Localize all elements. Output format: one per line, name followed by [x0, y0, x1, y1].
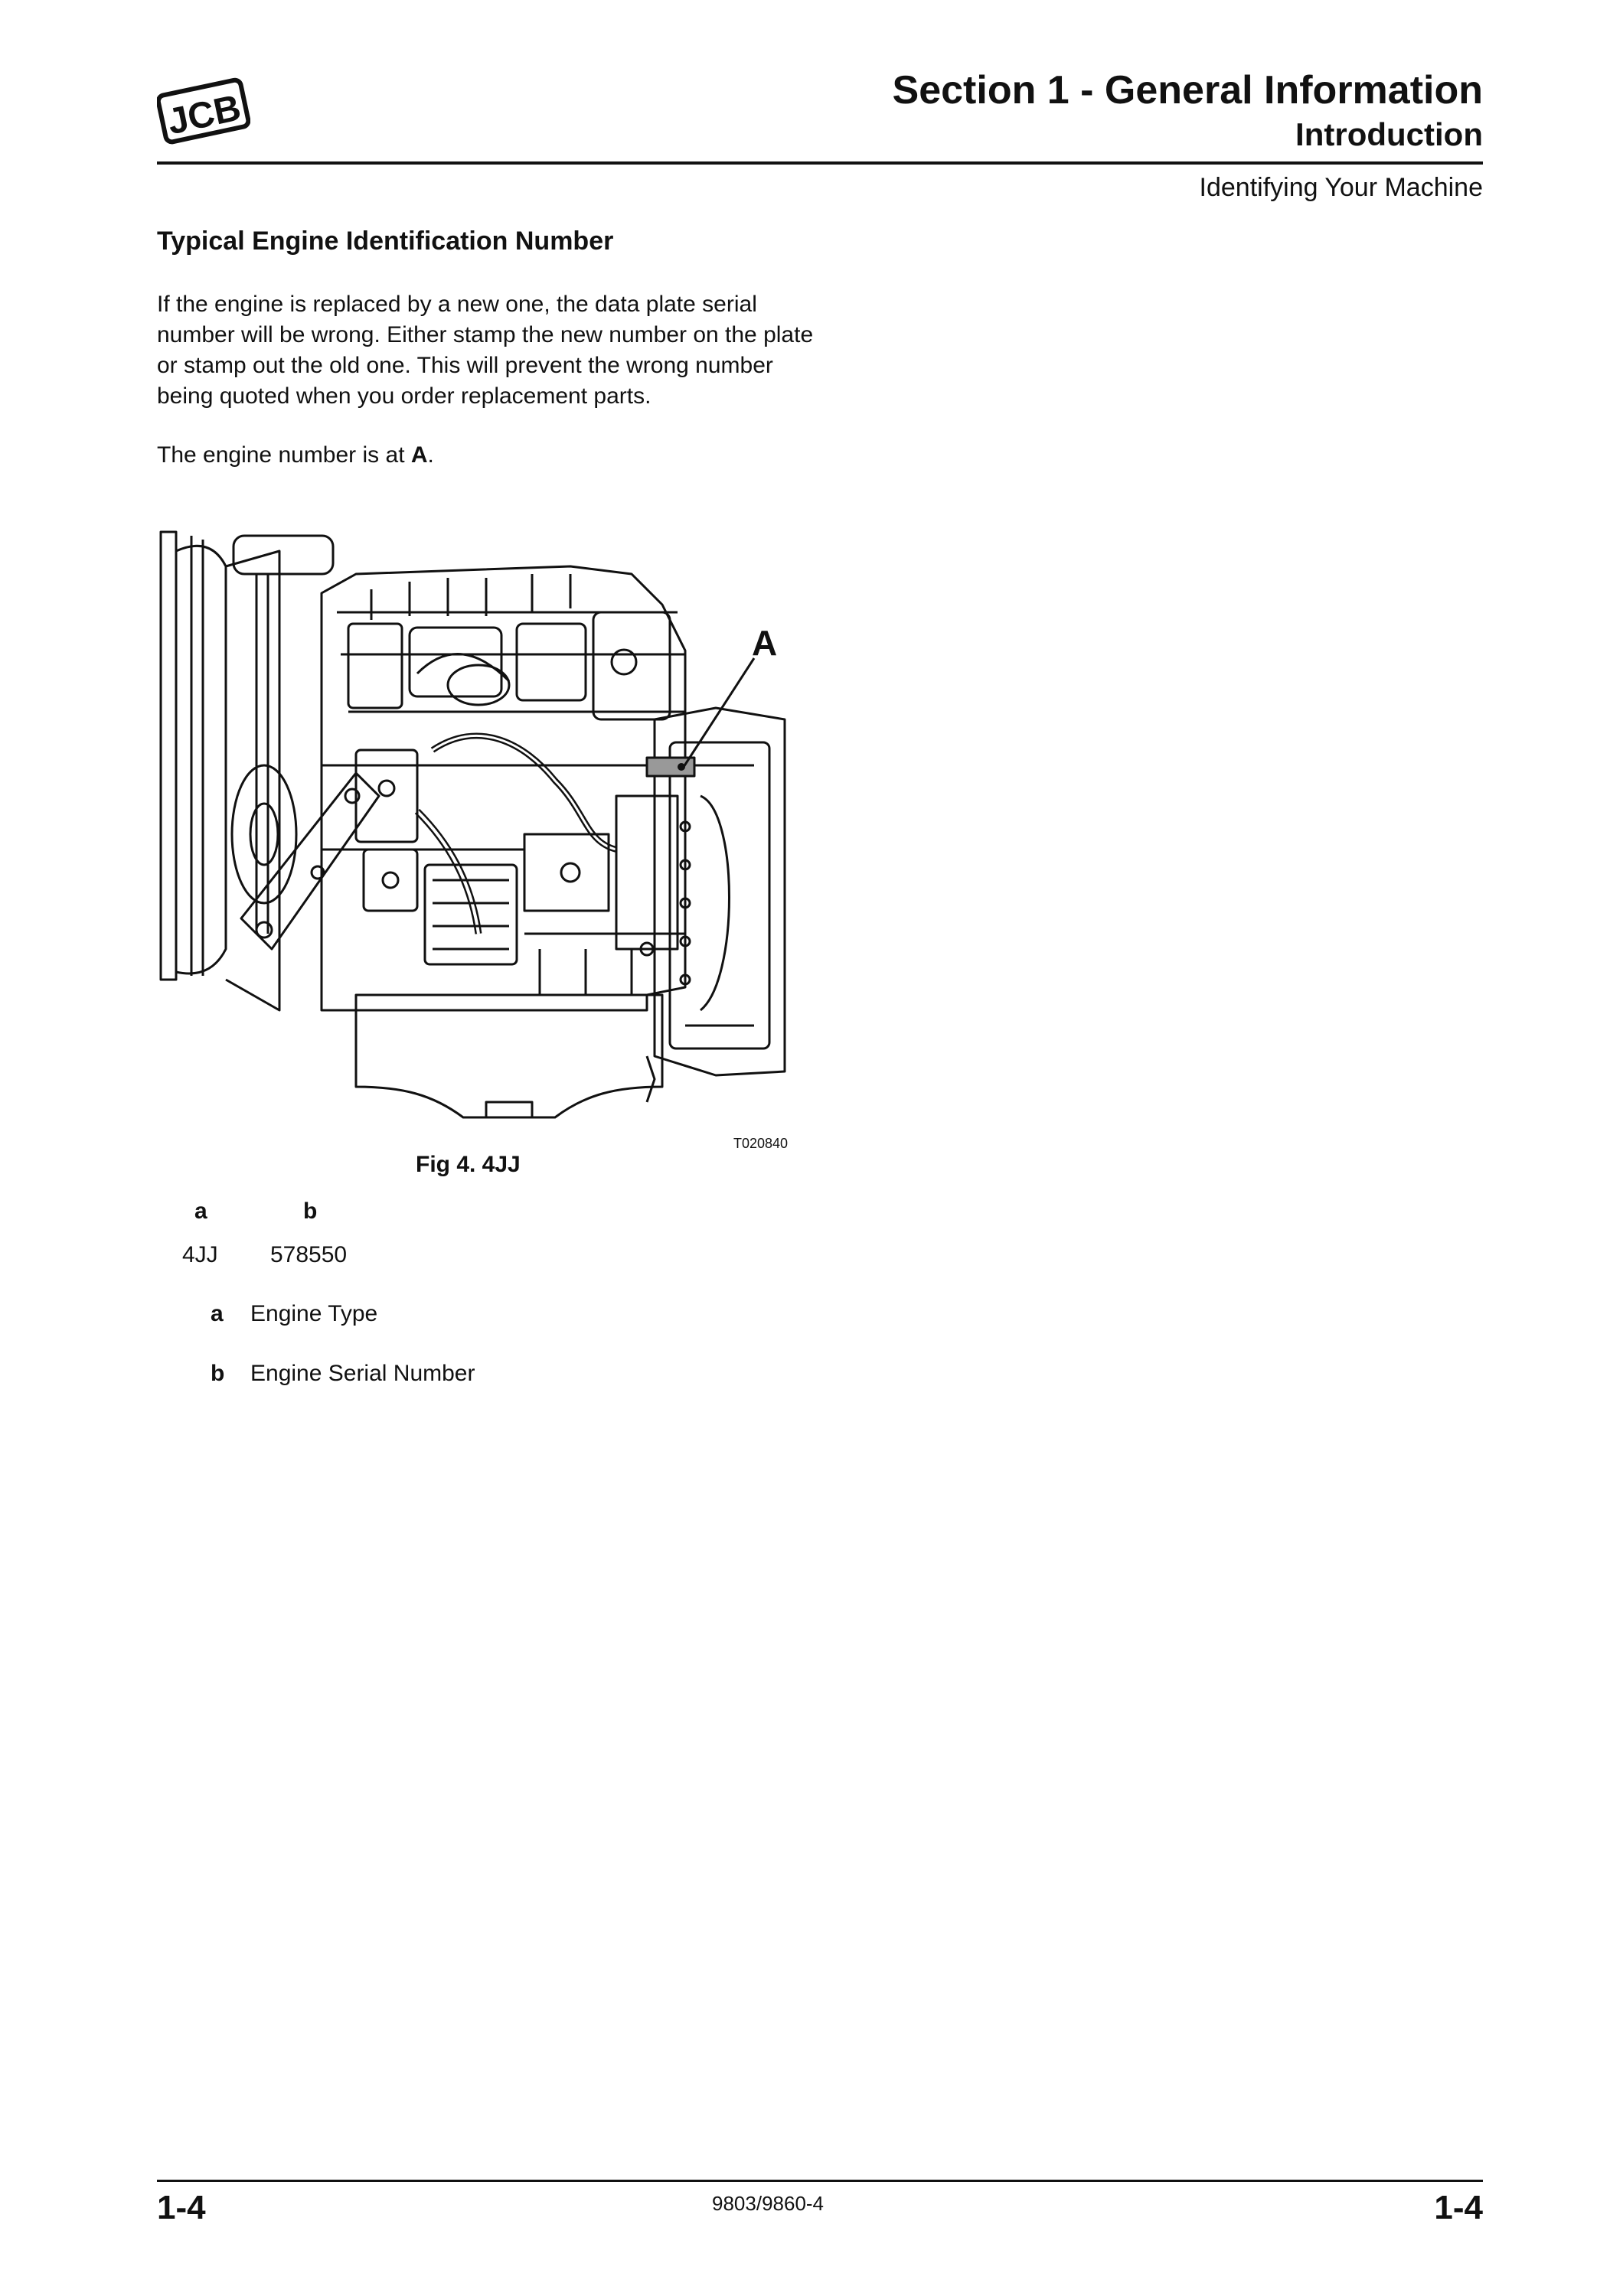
- section-title: Section 1 - General Information: [892, 68, 1483, 113]
- legend-label-serial-number: Engine Serial Number: [250, 1361, 475, 1386]
- figure-image-id: T020840: [733, 1136, 789, 1151]
- content-heading: Typical Engine Identification Number: [157, 227, 614, 256]
- table-header-b: b: [303, 1199, 318, 1224]
- paragraph-engine-location: The engine number is at A.: [157, 442, 434, 468]
- callout-label-a: A: [752, 623, 778, 663]
- jcb-logo: [157, 70, 250, 155]
- page-number-left: 1-4: [157, 2189, 206, 2226]
- footer-divider: [157, 2180, 1483, 2182]
- figure-caption: Fig 4. 4JJ: [416, 1152, 521, 1177]
- header-divider: [157, 161, 1483, 165]
- table-cell-engine-type: 4JJ: [182, 1242, 218, 1267]
- topic-title: Identifying Your Machine: [1199, 173, 1483, 202]
- legend-label-engine-type: Engine Type: [250, 1301, 378, 1326]
- legend-key-a: a: [211, 1301, 224, 1326]
- engine-illustration: [157, 520, 792, 1133]
- svg-text:JCB: JCB: [164, 87, 245, 143]
- table-cell-serial-number: 578550: [270, 1242, 348, 1267]
- document-number: 9803/9860-4: [712, 2192, 825, 2215]
- legend-key-b: b: [211, 1361, 225, 1386]
- paragraph-engine-replacement: If the engine is replaced by a new one, the data plate serial number will be wrong. Either stamp the new number on the plate or stamp out the old one. This will prevent the wrong number being quoted when you order replacement parts.: [157, 292, 814, 409]
- subsection-title: Introduction: [1295, 116, 1483, 152]
- page-number-right: 1-4: [1434, 2189, 1483, 2226]
- table-header-a: a: [194, 1199, 207, 1224]
- engine-location-ref: A: [410, 442, 428, 468]
